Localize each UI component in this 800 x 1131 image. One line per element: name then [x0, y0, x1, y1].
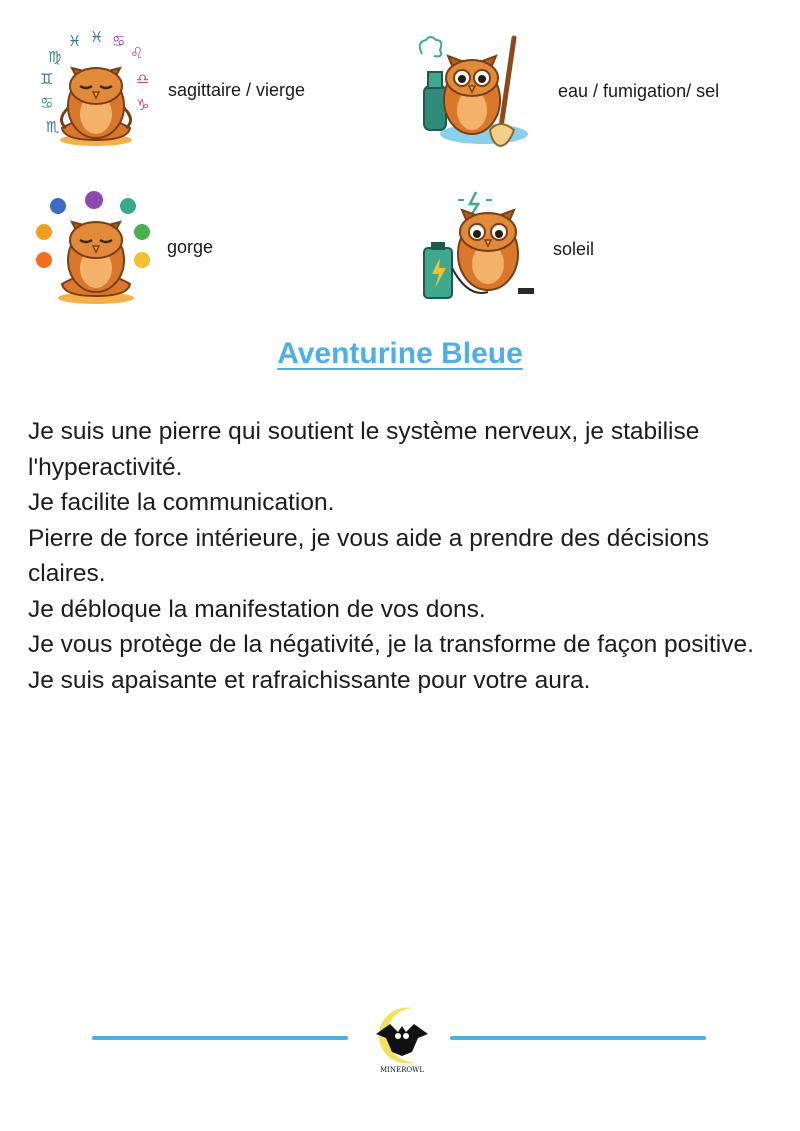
footer-divider-left: [92, 1036, 348, 1040]
svg-text:♓: ♓: [90, 28, 104, 46]
svg-text:♋: ♋: [112, 32, 126, 50]
info-label: eau / fumigation/ sel: [558, 81, 720, 101]
battery-owl-icon: [418, 188, 540, 306]
zodiac-owl-icon: [32, 28, 160, 150]
svg-text:♍: ♍: [48, 48, 62, 66]
svg-text:MINEROWL: MINEROWL: [379, 1066, 425, 1074]
info-label: sagittaire / vierge: [168, 80, 306, 100]
paragraph: Je suis apaisante et rafraichissante pour votre aura.: [28, 666, 591, 694]
paragraph: Pierre de force intérieure, je vous aide a prendre des décisions claires.: [28, 524, 709, 587]
paragraph: Je facilite la communication.: [28, 489, 335, 516]
svg-text:♊: ♊: [40, 70, 54, 88]
page-title: Aventurine Bleue: [277, 337, 523, 370]
paragraph: Je vous protège de la négativité, je la transforme de façon positive.: [28, 631, 754, 658]
svg-text:♎: ♎: [136, 70, 150, 88]
svg-text:♏: ♏: [46, 118, 60, 136]
paragraph: Je suis une pierre qui soutient le système nerveux, je stabilise l'hyperactivité.: [28, 418, 700, 481]
footer-divider-right: [450, 1036, 706, 1040]
info-label: soleil: [553, 239, 595, 259]
minerowl-logo-icon: [372, 1004, 432, 1076]
svg-text:♌: ♌: [130, 44, 144, 62]
paragraph: Je débloque la manifestation de vos dons.: [28, 595, 486, 623]
svg-text:♑: ♑: [136, 96, 150, 114]
cleaning-owl-icon: [414, 34, 534, 150]
chakra-owl-icon: [32, 188, 160, 306]
svg-text:♓: ♓: [68, 32, 82, 50]
description: [28, 414, 768, 698]
info-label: gorge: [167, 237, 214, 257]
svg-text:♋: ♋: [40, 94, 54, 112]
